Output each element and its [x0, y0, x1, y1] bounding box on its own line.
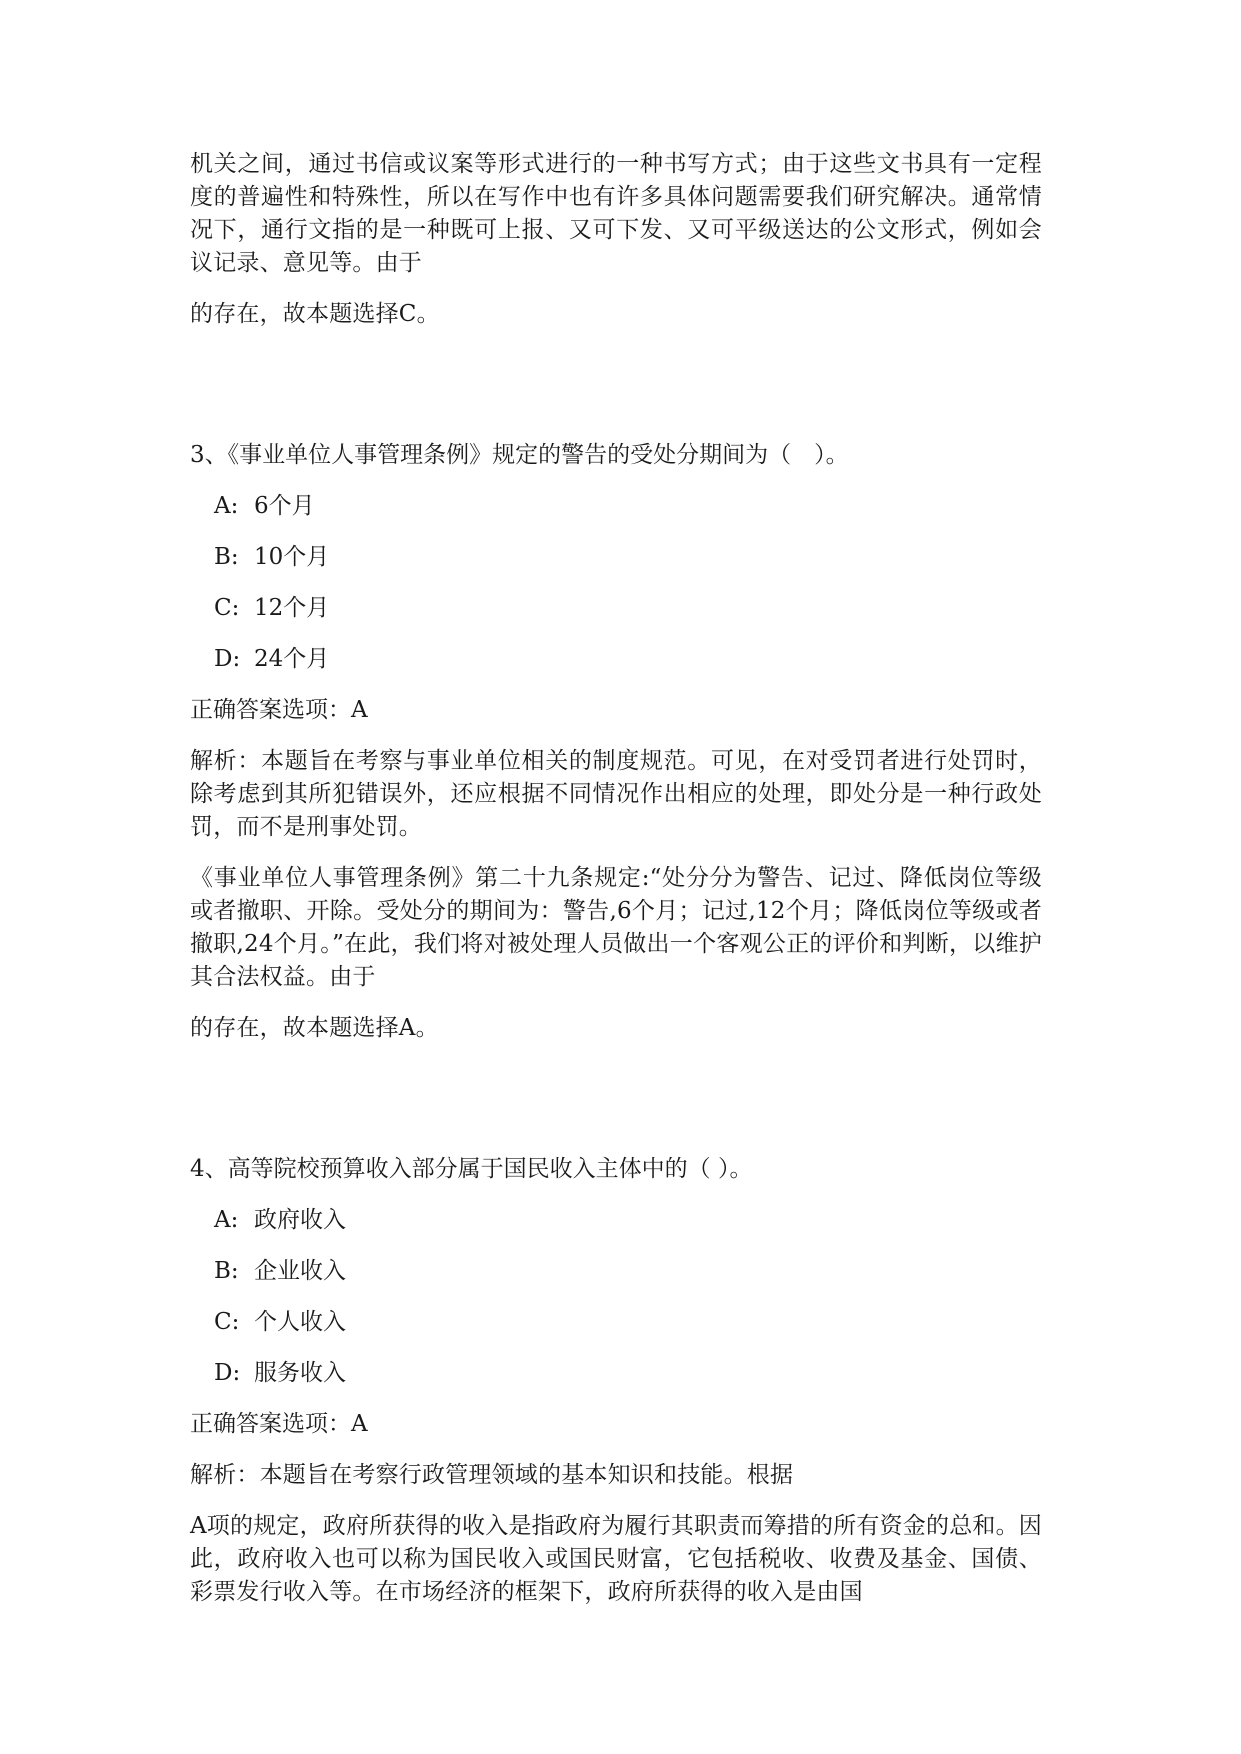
q3-conclusion: 的存在，故本题选择A。 [190, 1015, 439, 1041]
q4-analysis-2: A项的规定，政府所获得的收入是指政府为履行其职责而筹措的所有资金的总和。因此，政府收入也可以称为国民收入或国民财富，它包括税收、收费及基金、国债、彩票发行收入等。在市场经济的框架下，政府所获得的收入是由国 [190, 1513, 1043, 1605]
continuation-paragraph: 机关之间，通过书信或议案等形式进行的一种书写方式；由于这些文书具有一定程度的普遍性和特殊性，所以在写作中也有许多具体问题需要我们研究解决。通常情况下，通行文指的是一种既可上报、又可下发、又可平级送达的公文形式，例如会议记录、意见等。由于 [190, 151, 1042, 276]
q4-option-a: A: 政府收入 [214, 1207, 346, 1233]
q3-option-c: C: 12个月 [214, 595, 330, 621]
q3-answer: 正确答案选项：A [190, 697, 368, 723]
question-4-options [190, 1204, 1042, 1390]
q4-option-c: C: 个人收入 [214, 1309, 346, 1335]
question-4: 4、高等院校预算收入部分属于国民收入主体中的（ ）。 [190, 1156, 753, 1182]
q3-option-d: D: 24个月 [214, 646, 330, 672]
q3-option-b: B: 10个月 [214, 544, 330, 570]
q3-option-a: A: 6个月 [214, 493, 315, 519]
document-page [190, 148, 1042, 1609]
q4-option-d: D: 服务收入 [214, 1360, 346, 1386]
q4-analysis-1: 解析：本题旨在考察行政管理领域的基本知识和技能。根据 [190, 1462, 794, 1488]
q4-answer: 正确答案选项：A [190, 1411, 368, 1437]
q3-analysis-1: 解析：本题旨在考察与事业单位相关的制度规范。可见，在对受罚者进行处罚时，除考虑到其所犯错误外，还应根据不同情况作出相应的处理，即处分是一种行政处罚，而不是刑事处罚。 [190, 748, 1042, 840]
q4-option-b: B: 企业收入 [214, 1258, 346, 1284]
continuation-conclusion: 的存在，故本题选择C。 [190, 301, 440, 327]
question-3: 3、《事业单位人事管理条例》规定的警告的受处分期间为（ ）。 [190, 442, 849, 468]
q3-analysis-2: 《事业单位人事管理条例》第二十九条规定:“处分分为警告、记过、降低岗位等级或者撤职、开除。受处分的期间为：警告,6个月；记过,12个月；降低岗位等级或者撤职,24个月。”在此，我们将对被处理人员做出一个客观公正的评价和判断，以维护其合法权益。由于 [190, 865, 1042, 990]
question-3-options [190, 490, 1042, 676]
